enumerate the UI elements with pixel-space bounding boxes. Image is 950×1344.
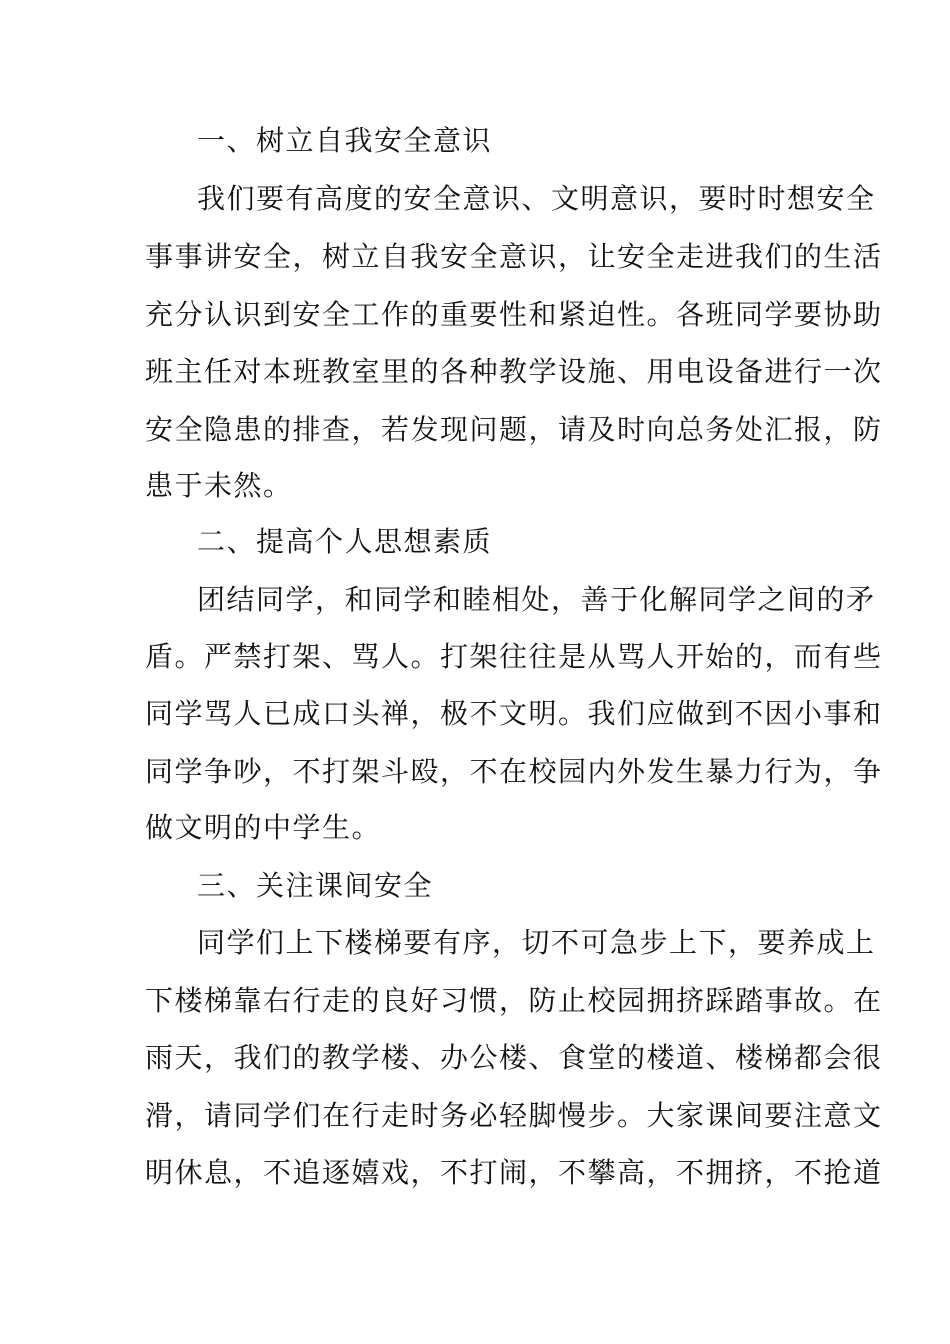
paragraph-3-line-1: 同学们上下楼梯要有序，切不可急步上下，要养成上 bbox=[197, 926, 876, 959]
paragraph-2-line-3: 同学骂人已成口头禅，极不文明。我们应做到不因小事和 bbox=[145, 697, 883, 730]
paragraph-3-line-4: 滑，请同学们在行走时务必轻脚慢步。大家课间要注意文 bbox=[145, 1099, 883, 1132]
heading-1: 一、树立自我安全意识 bbox=[197, 124, 493, 157]
paragraph-1-line-4: 班主任对本班教室里的各种教学设施、用电设备进行一次 bbox=[145, 355, 883, 388]
paragraph-2-line-2: 盾。严禁打架、骂人。打架往往是从骂人开始的，而有些 bbox=[145, 640, 883, 673]
paragraph-1-line-3: 充分认识到安全工作的重要性和紧迫性。各班同学要协助 bbox=[145, 298, 883, 331]
paragraph-2-line-5: 做文明的中学生。 bbox=[145, 811, 382, 844]
paragraph-3-line-5: 明休息，不追逐嬉戏，不打闹，不攀高，不拥挤，不抢道 bbox=[145, 1156, 883, 1189]
paragraph-1-line-5: 安全隐患的排查，若发现问题，请及时向总务处汇报，防 bbox=[145, 413, 883, 446]
paragraph-1-line-2: 事事讲安全，树立自我安全意识，让安全走进我们的生活 bbox=[145, 240, 883, 273]
paragraph-3-line-2: 下楼梯靠右行走的良好习惯，防止校园拥挤踩踏事故。在 bbox=[145, 984, 883, 1017]
paragraph-2-line-4: 同学争吵，不打架斗殴，不在校园内外发生暴力行为，争 bbox=[145, 755, 883, 788]
paragraph-1-line-1: 我们要有高度的安全意识、文明意识，要时时想安全 bbox=[197, 182, 876, 215]
paragraph-2-line-1: 团结同学，和同学和睦相处，善于化解同学之间的矛 bbox=[197, 583, 876, 616]
heading-3: 三、关注课间安全 bbox=[197, 869, 434, 902]
paragraph-1-line-6: 患于未然。 bbox=[145, 469, 293, 502]
heading-2: 二、提高个人思想素质 bbox=[197, 525, 493, 558]
paragraph-3-line-3: 雨天，我们的教学楼、办公楼、食堂的楼道、楼梯都会很 bbox=[145, 1041, 883, 1074]
